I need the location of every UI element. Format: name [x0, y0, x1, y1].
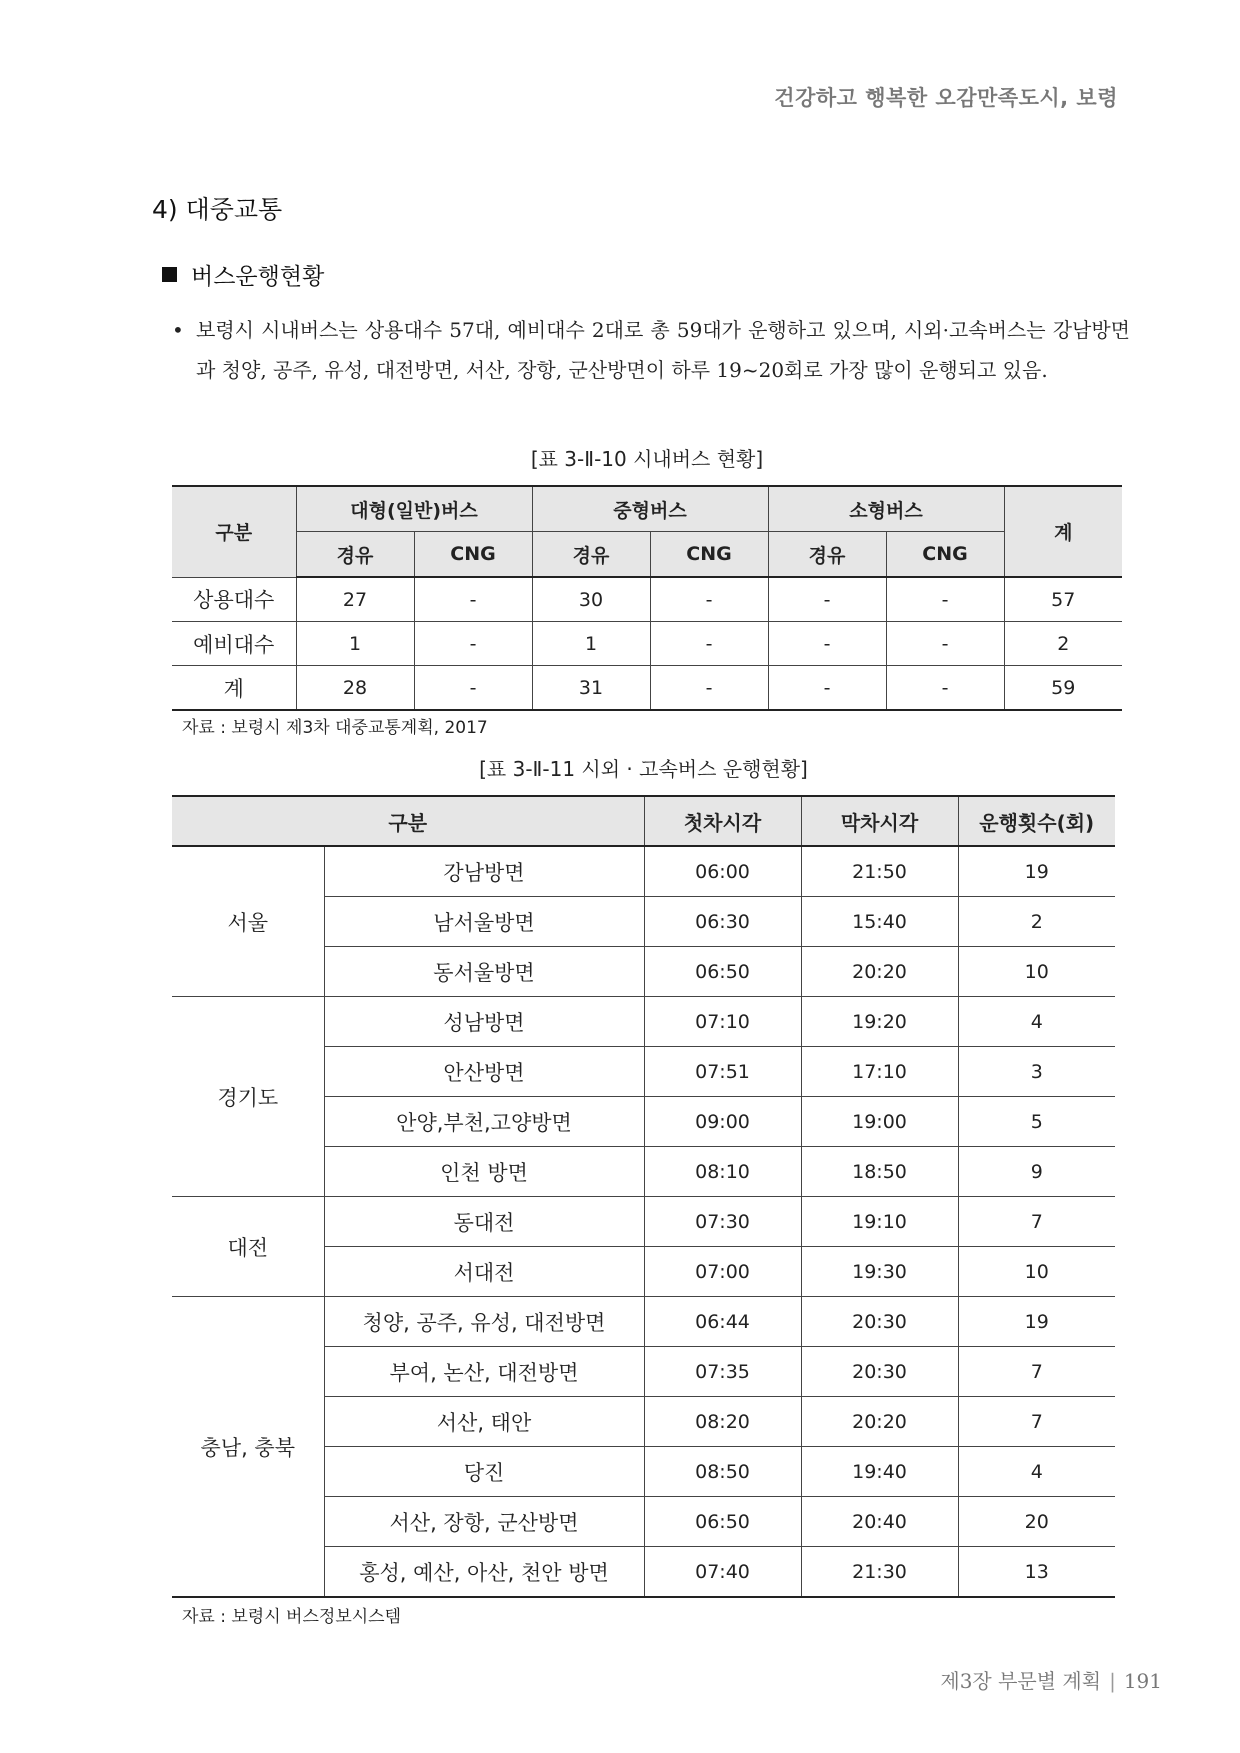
first-time-cell: 06:30	[644, 897, 801, 947]
table1-source: 자료 : 보령시 제3차 대중교통계획, 2017	[182, 718, 488, 738]
direction-cell: 성남방면	[324, 997, 644, 1047]
cell: -	[768, 622, 886, 666]
last-time-cell: 20:20	[801, 947, 958, 997]
first-time-cell: 09:00	[644, 1097, 801, 1147]
header-small-bus: 소형버스	[768, 486, 1004, 532]
region-cell: 서울	[172, 846, 324, 997]
region-cell: 대전	[172, 1197, 324, 1297]
trip-count-cell: 19	[958, 1297, 1115, 1347]
header-trip-count: 운행횟수(회)	[958, 796, 1115, 846]
table1-caption: [표 3-Ⅱ-10 시내버스 현황]	[530, 447, 764, 471]
city-bus-table	[172, 485, 1122, 711]
cell: -	[650, 577, 768, 622]
row-label: 계	[172, 666, 296, 711]
cell: -	[886, 666, 1004, 711]
trip-count-cell: 5	[958, 1097, 1115, 1147]
cell: 59	[1004, 666, 1122, 711]
cell: 27	[296, 577, 414, 622]
last-time-cell: 17:10	[801, 1047, 958, 1097]
trip-count-cell: 7	[958, 1347, 1115, 1397]
first-time-cell: 08:20	[644, 1397, 801, 1447]
header-large-bus: 대형(일반)버스	[296, 486, 532, 532]
last-time-cell: 15:40	[801, 897, 958, 947]
last-time-cell: 20:30	[801, 1297, 958, 1347]
first-time-cell: 06:50	[644, 947, 801, 997]
header-diesel: 경유	[768, 532, 886, 578]
cell: -	[768, 577, 886, 622]
table-row	[172, 622, 1122, 666]
trip-count-cell: 3	[958, 1047, 1115, 1097]
header-medium-bus: 중형버스	[532, 486, 768, 532]
region-cell: 경기도	[172, 997, 324, 1197]
direction-cell: 남서울방면	[324, 897, 644, 947]
region-cell: 충남, 충북	[172, 1297, 324, 1598]
table2-caption: [표 3-Ⅱ-11 시외 · 고속버스 운행현황]	[479, 757, 808, 781]
header-category: 구분	[172, 486, 296, 577]
direction-cell: 홍성, 예산, 아산, 천안 방면	[324, 1547, 644, 1598]
first-time-cell: 07:51	[644, 1047, 801, 1097]
trip-count-cell: 13	[958, 1547, 1115, 1598]
last-time-cell: 20:40	[801, 1497, 958, 1547]
cell: -	[886, 577, 1004, 622]
footer-chapter: 제3장 부문별 계획	[940, 1669, 1102, 1693]
square-bullet-icon	[162, 267, 177, 282]
header-first-departure: 첫차시각	[644, 796, 801, 846]
table-row	[172, 577, 1122, 622]
page-number: 191	[1123, 1669, 1162, 1693]
cell: 2	[1004, 622, 1122, 666]
header-category: 구분	[172, 796, 644, 846]
page-footer	[940, 1665, 1162, 1694]
trip-count-cell: 2	[958, 897, 1115, 947]
cell: -	[414, 666, 532, 711]
running-header-title: 건강하고 행복한 오감만족도시, 보령	[774, 86, 1118, 110]
table-row	[172, 666, 1122, 711]
bullet-text: 보령시 시내버스는 상용대수 57대, 예비대수 2대로 총 59대가 운행하고 있으며, 시외·고속버스는 강남방면과 청양, 공주, 유성, 대전방면, 서산, 장항, 군산방면이 하루 19~20회로 가장 많이 운행되고 있음.	[196, 318, 1130, 382]
trip-count-cell: 4	[958, 997, 1115, 1047]
trip-count-cell: 10	[958, 1247, 1115, 1297]
first-time-cell: 06:44	[644, 1297, 801, 1347]
direction-cell: 강남방면	[324, 846, 644, 897]
last-time-cell: 20:20	[801, 1397, 958, 1447]
first-time-cell: 07:00	[644, 1247, 801, 1297]
trip-count-cell: 7	[958, 1197, 1115, 1247]
direction-cell: 안산방면	[324, 1047, 644, 1097]
header-last-departure: 막차시각	[801, 796, 958, 846]
cell: -	[886, 622, 1004, 666]
first-time-cell: 07:40	[644, 1547, 801, 1598]
subsection-title: 버스운행현황	[191, 264, 325, 290]
row-label: 상용대수	[172, 577, 296, 622]
first-time-cell: 07:10	[644, 997, 801, 1047]
direction-cell: 동대전	[324, 1197, 644, 1247]
header-diesel: 경유	[296, 532, 414, 578]
trip-count-cell: 10	[958, 947, 1115, 997]
header-cng: CNG	[886, 532, 1004, 578]
cell: 28	[296, 666, 414, 711]
row-label: 예비대수	[172, 622, 296, 666]
table-row	[172, 846, 1115, 897]
cell: -	[650, 622, 768, 666]
direction-cell: 부여, 논산, 대전방면	[324, 1347, 644, 1397]
direction-cell: 인천 방면	[324, 1147, 644, 1197]
section-title: 4) 대중교통	[152, 195, 283, 224]
trip-count-cell: 20	[958, 1497, 1115, 1547]
cell: -	[414, 622, 532, 666]
first-time-cell: 08:50	[644, 1447, 801, 1497]
direction-cell: 서대전	[324, 1247, 644, 1297]
last-time-cell: 19:00	[801, 1097, 958, 1147]
trip-count-cell: 9	[958, 1147, 1115, 1197]
cell: 57	[1004, 577, 1122, 622]
direction-cell: 당진	[324, 1447, 644, 1497]
table-row	[172, 1197, 1115, 1247]
bullet-marker: •	[172, 318, 184, 342]
header-cng: CNG	[650, 532, 768, 578]
first-time-cell: 06:50	[644, 1497, 801, 1547]
direction-cell: 안양,부천,고양방면	[324, 1097, 644, 1147]
last-time-cell: 18:50	[801, 1147, 958, 1197]
direction-cell: 서산, 태안	[324, 1397, 644, 1447]
header-total: 계	[1004, 486, 1122, 577]
last-time-cell: 19:20	[801, 997, 958, 1047]
first-time-cell: 07:35	[644, 1347, 801, 1397]
intercity-bus-table	[172, 795, 1115, 1598]
last-time-cell: 20:30	[801, 1347, 958, 1397]
last-time-cell: 21:50	[801, 846, 958, 897]
trip-count-cell: 4	[958, 1447, 1115, 1497]
table-row	[172, 1297, 1115, 1347]
footer-separator: |	[1109, 1669, 1116, 1693]
direction-cell: 청양, 공주, 유성, 대전방면	[324, 1297, 644, 1347]
bullet-paragraph	[172, 310, 1130, 390]
cell: -	[414, 577, 532, 622]
subsection-heading	[162, 258, 324, 291]
cell: -	[768, 666, 886, 711]
last-time-cell: 21:30	[801, 1547, 958, 1598]
last-time-cell: 19:30	[801, 1247, 958, 1297]
table2-source: 자료 : 보령시 버스정보시스템	[182, 1607, 402, 1627]
table-row	[172, 997, 1115, 1047]
cell: 1	[296, 622, 414, 666]
cell: 31	[532, 666, 650, 711]
direction-cell: 동서울방면	[324, 947, 644, 997]
trip-count-cell: 19	[958, 846, 1115, 897]
trip-count-cell: 7	[958, 1397, 1115, 1447]
direction-cell: 서산, 장항, 군산방면	[324, 1497, 644, 1547]
last-time-cell: 19:10	[801, 1197, 958, 1247]
last-time-cell: 19:40	[801, 1447, 958, 1497]
header-cng: CNG	[414, 532, 532, 578]
first-time-cell: 08:10	[644, 1147, 801, 1197]
cell: 1	[532, 622, 650, 666]
first-time-cell: 07:30	[644, 1197, 801, 1247]
header-diesel: 경유	[532, 532, 650, 578]
cell: -	[650, 666, 768, 711]
cell: 30	[532, 577, 650, 622]
first-time-cell: 06:00	[644, 846, 801, 897]
